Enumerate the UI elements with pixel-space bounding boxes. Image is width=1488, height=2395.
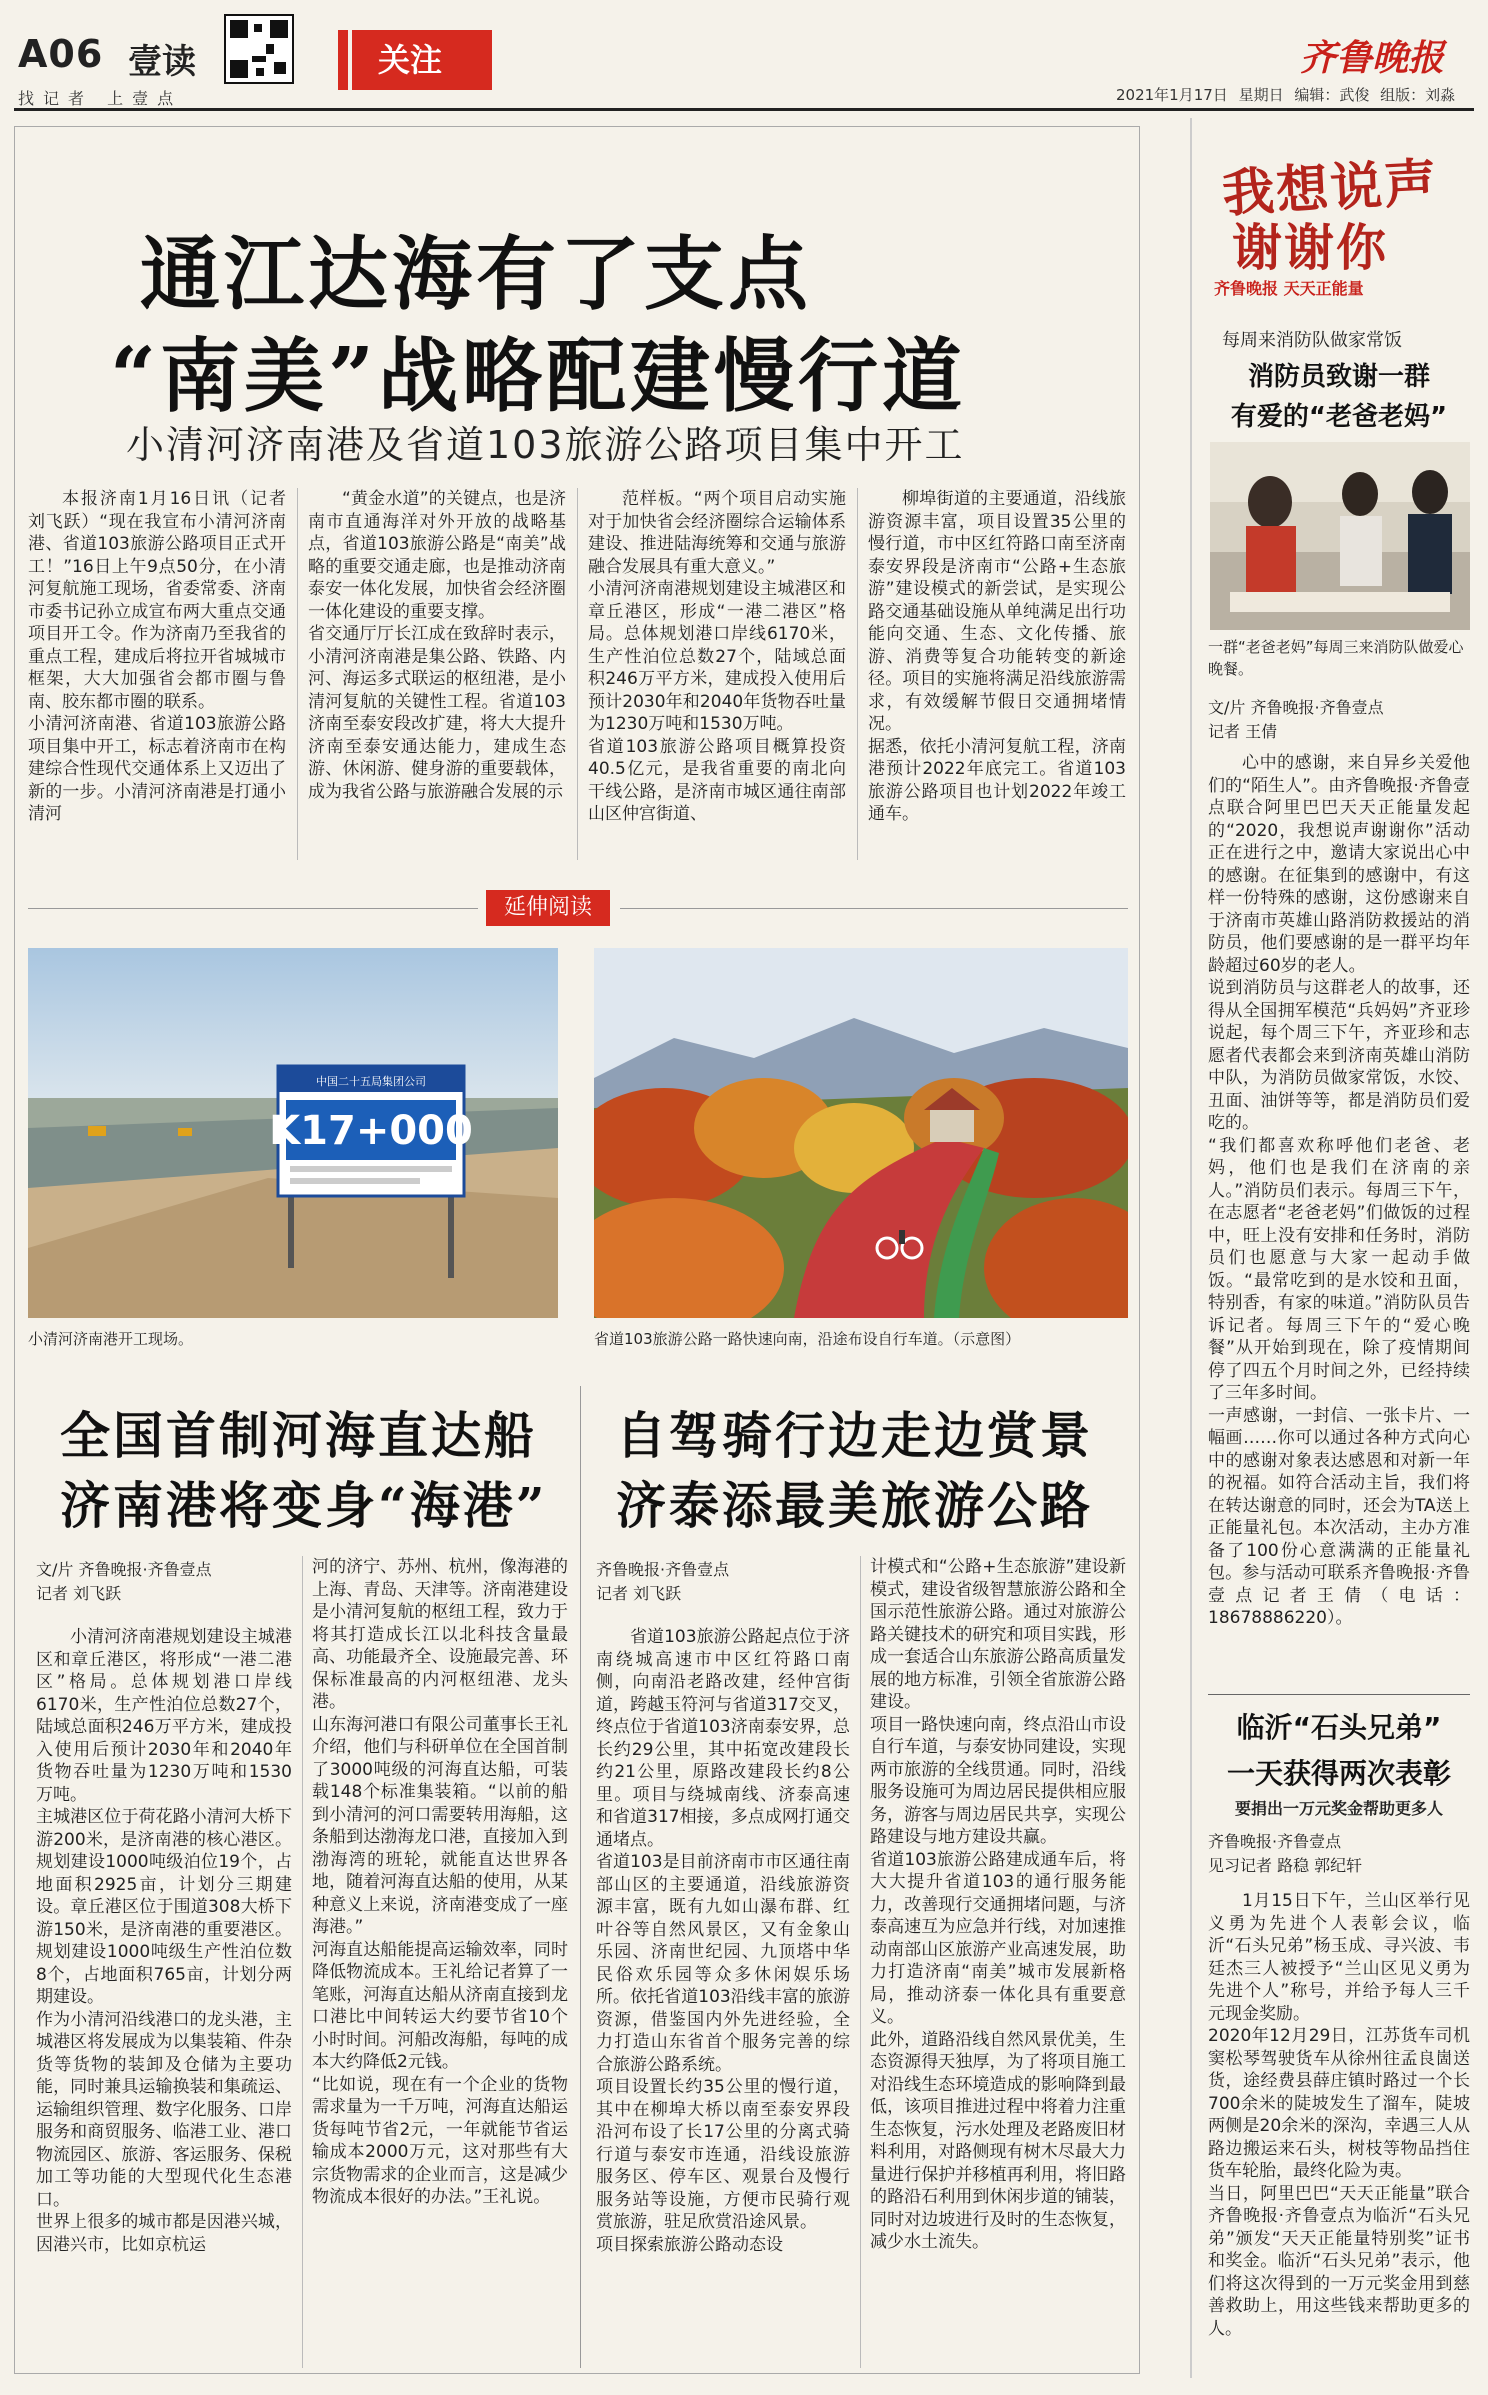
road-headline-1: 自驾骑行边走边赏景 bbox=[616, 1406, 1093, 1465]
volunteers-photo bbox=[1210, 442, 1470, 630]
lead-col-1: 本报济南1月16日讯（记者 刘飞跃）“现在我宣布小清河济南港、省道103旅游公路项目正式开工！”16日上午9点50分，在小清河复航施工现场，省委常委、济南市委书记孙立成宣布两大重点交通项目开工令。作为济南乃至我省的重点工程，建成后将拉开省城城市框架，大大加强省会都市圈与鲁南、胶东都市圈的联系。 小清河济南港、省道103旅游公路项目集中开工，标志着济南市在构建综合性现代交通体系上又迈出了新的一步。小清河济南港是打通小清河 bbox=[28, 489, 286, 824]
stone-byline bbox=[1208, 1830, 1362, 1878]
header-rule bbox=[14, 108, 1474, 111]
port-headline-1: 全国首制河海直达船 bbox=[60, 1406, 537, 1465]
stone-body: 1月15日下午，兰山区举行见义勇为先进个人表彰会议，临沂“石头兄弟”杨玉成、寻兴波、韦廷杰三人被授予“兰山区见义勇为先进个人”称号，并给予每人三千元现金奖励。 2020年12月29日，江苏货车司机窦松琴驾驶货车从徐州往孟良崮送货，途经费县薛庄镇时路过一个长700余米的陡坡发生了溜车，陡坡两侧是20余米的深沟，幸遇三人从路边搬运来石头，树枝等物品挡住货车轮胎，最终化险为夷。 当日，阿里巴巴“天天正能量”联合齐鲁晚报·齐鲁壹点为临沂“石头兄弟”颁发“天天正能量特别奖”证书和奖金。临沂“石头兄弟”表示，他们将这次得到的一万元奖金用到慈善救助上，用这些钱来帮助更多的人。 bbox=[1208, 1891, 1470, 2339]
campaign-brands: 齐鲁晚报 天天正能量 bbox=[1214, 279, 1364, 298]
stone-title-2: 一天获得两次表彰 bbox=[1226, 1757, 1451, 1790]
port-photo-caption: 小清河济南港开工现场。 bbox=[28, 1330, 194, 1348]
stone-byline-1: 齐鲁晚报·齐鲁壹点 bbox=[1208, 1832, 1342, 1851]
road-col-1: 省道103旅游公路起点位于济南绕城高速市中区红符路口南侧，向南沿老路改建，经仲宫街道，跨越玉符河与省道317交叉，终点位于省道103济南泰安界，总长约29公里，其中拓宽改建段长约21公里，原路改建段长约8公里。项目与绕城南线、济泰高速和省道317相接，多点成网打通交通堵点。 省道103是目前济南市市区通往南部山区的主要通道，沿线旅游资源丰富，既有九如山瀑布群、红叶谷等自然风景区，又有金象山乐园、济南世纪园、九顶塔中华民俗欢乐园等众多休闲娱乐场所。依托省道103沿线丰富的旅游资源，借鉴国内外先进经验，全力打造山东省首个服务完善的综合旅游公路系统。 项目设置长约35公里的慢行道，其中在柳埠大桥以南至泰安界段沿河布设了长17公里的分离式骑行道与泰安市连通，沿线设旅游服务区、停车区、观景台及慢行服务站等设施，方便市民骑行观赏旅游，驻足欣赏沿途风景。 项目探索旅游公路动态设 bbox=[596, 1627, 850, 2255]
page-number: A06 bbox=[18, 32, 104, 76]
lead-subtitle: 小清河济南港及省道103旅游公路项目集中开工 bbox=[126, 423, 965, 467]
campaign-banner-line2: 谢谢你 bbox=[1232, 218, 1388, 277]
focus-tag: 关注 bbox=[352, 30, 492, 90]
lead-headline-1: 通江达海有了支点 bbox=[140, 227, 812, 321]
thanks-title-2: 有爱的“老爸老妈” bbox=[1230, 402, 1448, 432]
road-byline-1: 齐鲁晚报·齐鲁壹点 bbox=[596, 1560, 730, 1579]
lead-col-4: 柳埠街道的主要通道，沿线旅游资源丰富，项目设置35公里的慢行道，市中区红符路口南至济南泰安界段是济南市“公路+生态旅游”建设模式的新尝试，是实现公路交通基础设施从单纯满足出行功能向交通、生态、文化传播、旅游、消费等复合功能转变的新途径。项目的实施将满足沿线旅游需求，有效缓解节假日交通拥堵情况。 据悉，依托小清河复航工程，济南港预计2022年底完工。省道103旅游公路项目也计划2022年竣工通车。 bbox=[868, 489, 1126, 824]
thanks-body: 心中的感谢，来自异乡关爱他们的“陌生人”。由齐鲁晚报·齐鲁壹点联合阿里巴巴天天正能量发起的“2020，我想说声谢谢你”活动正在进行之中，邀请大家说出心中的感谢。在征集到的感谢中，有这样一份特殊的感谢，这份感谢来自于济南市英雄山路消防救援站的消防员，他们要感谢的是一群平均年龄超过60岁的老人。 说到消防员与这群老人的故事，还得从全国拥军模范“兵妈妈”齐亚珍说起，每个周三下午，齐亚珍和志愿者代表都会来到济南英雄山消防中队，为消防员做家常饭，水饺、丑面、油饼等等，都是消防员们爱吃的。 “我们都喜欢称呼他们老爸、老妈，他们也是我们在济南的亲人。”消防员们表示。每周三下午，在志愿者“老爸老妈”们做饭的过程中，旺上没有安排和任务时，消防员们也愿意与大家一起动手做饭。“最常吃到的是水饺和丑面，特别香，有家的味道。”消防队员告诉记者。每周三下午的“爱心晚餐”从开始到现在，除了疫情期间停了四五个月时间之外，已经持续了三年多时间。 一声感谢，一封信、一张卡片、一幅画……你可以通过各种方式向心中的感谢对象表达感恩和对新一年的祝福。如符合活动主旨，我们将在转达谢意的同时，还会为TA送上正能量礼包。本次活动，主办方准备了100份心意满满的正能量礼包。参与活动可联系齐鲁晚报·齐鲁壹点记者王倩（电话：18678886220）。 bbox=[1208, 753, 1470, 1628]
road-byline bbox=[596, 1558, 729, 1606]
port-byline bbox=[36, 1558, 212, 1606]
scenic-road-photo bbox=[594, 948, 1128, 1318]
divider-right bbox=[620, 908, 1128, 909]
stone-title-1: 临沂“石头兄弟” bbox=[1236, 1711, 1442, 1744]
port-site-photo bbox=[28, 948, 558, 1318]
port-byline-2: 记者 刘飞跃 bbox=[36, 1584, 122, 1603]
thanks-byline bbox=[1208, 696, 1384, 744]
lead-col-2: “黄金水道”的关键点，也是济南市直通海洋对外开放的战略基点，省道103旅游公路是“南美”战略的重要交通走廊，也是推动济南泰安一体化发展，加快省会经济圈一体化建设的重要支撑。 省交通厅厅长江成在致辞时表示，小清河济南港是集公路、铁路、内河、海运多式联运的枢纽港，是小清河复航的关键性工程。省道103济南至泰安段改扩建，将大大提升济南至泰安通达能力，建成生态游、休闲游、健身游的重要载体，成为我省公路与旅游融合发展的示 bbox=[308, 489, 566, 802]
extended-reading-tag: 延伸阅读 bbox=[486, 890, 610, 926]
road-byline-2: 记者 刘飞跃 bbox=[596, 1584, 682, 1603]
stone-byline-2: 见习记者 路稳 郭纪轩 bbox=[1208, 1856, 1363, 1875]
section-name: 壹读 bbox=[128, 42, 196, 82]
port-col-1: 小清河济南港规划建设主城港区和章丘港区，将形成“一港二港区”格局。总体规划港口岸线6170米，生产性泊位总数27个，陆域总面积246万平方米，建成投入使用后预计2030年和2040年货物吞吐量为1230万吨和1530万吨。 主城港区位于荷花路小清河大桥下游200米，是济南港的核心港区。规划建设1000吨级泊位19个，占地面积2925亩，计划分三期建设。章丘港区位于围道308大桥下游150米，是济南港的重要港区。规划建设1000吨级生产性泊位数8个，占地面积765亩，计划分两期建设。 作为小清河沿线港口的龙头港，主城港区将发展成为以集装箱、件杂货等货物的装卸及仓储为主要功能，同时兼具运输换装和集疏运、运输组织管理、数字化服务、口岸服务和商贸服务、临港工业、港口物流园区、旅游、客运服务、保税加工等功能的大型现代化生态港口。 世界上很多的城市都是因港兴城，因港兴市，比如京杭运 bbox=[36, 1627, 292, 2255]
sign-km-text: K17+000 bbox=[269, 1108, 473, 1154]
brand-logo: 齐鲁晚报 bbox=[1300, 37, 1445, 79]
road-photo-caption: 省道103旅游公路一路快速向南，沿途布设自行车道。（示意图） bbox=[594, 1330, 1021, 1348]
road-headline-2: 济泰添最美旅游公路 bbox=[616, 1476, 1093, 1535]
column-divider bbox=[1190, 118, 1192, 2378]
port-headline-2: 济南港将变身“海港” bbox=[60, 1476, 548, 1535]
stone-subtitle: 要捐出一万元奖金帮助更多人 bbox=[1234, 1799, 1443, 1818]
volunteers-caption: 一群“老爸老妈”每周三来消防队做爱心晚餐。 bbox=[1208, 638, 1464, 678]
header-subline: 找记者 上壹点 bbox=[18, 89, 183, 108]
campaign-banner-line1: 我想说声 bbox=[1220, 152, 1440, 225]
divider-left bbox=[28, 908, 478, 909]
road-col-2: 计模式和“公路+生态旅游”建设新模式，建设省级智慧旅游公路和全国示范性旅游公路。通过对旅游公路关键技术的研究和项目实践，形成一套适合山东旅游公路高质量发展的地方标准，引领全省旅游公路建设。 项目一路快速向南，终点沿山市设自行车道，与泰安协同建设，实现两市旅游的全线贯通。同时，沿线服务设施可为周边居民提供相应服务，游客与周边居民共享，实现公路建设与地方建设共赢。 省道103旅游公路建成通车后，将大大提升省道103的通行服务能力，改善现行交通拥堵问题，与济泰高速互为应急并行线，对加速推动南部山区旅游产业高速发展，助力打造济南“南美”城市发展新格局，推动济泰一体化具有重要意义。 此外，道路沿线自然风景优美，生态资源得天独厚，为了将项目施工对沿线生态环境造成的影响降到最低，该项目推进过程中将着力注重生态恢复，污水处理及老路废旧材料利用，对路侧现有树木尽最大力量进行保护并移植再利用，将旧路的路沿石利用到休闲步道的铺装，同时对边坡进行及时的生态恢复，减少水土流失。 bbox=[870, 1557, 1126, 2252]
date-editor-line: 2021年1月17日 星期日 编辑：武俊 组版：刘淼 bbox=[1116, 86, 1456, 104]
thanks-byline-1: 文/片 齐鲁晚报·齐鲁壹点 bbox=[1208, 698, 1384, 717]
sidebar-divider bbox=[1208, 1694, 1470, 1695]
thanks-byline-2: 记者 王倩 bbox=[1208, 722, 1278, 741]
qr-code-icon[interactable] bbox=[224, 14, 294, 84]
thanks-title-1: 消防员致谢一群 bbox=[1247, 362, 1430, 392]
port-byline-1: 文/片 齐鲁晚报·齐鲁壹点 bbox=[36, 1560, 212, 1579]
lead-col-3: 范样板。“两个项目启动实施对于加快省会经济圈综合运输体系建设、推进陆海统筹和交通与旅游融合发展具有重大意义。” 小清河济南港规划建设主城港区和章丘港区，形成“一港二港区”格局。总体规划港口岸线6170米，生产性泊位总数27个，陆域总面积246万平方米，建成投入使用后预计2030年和2040年货物吞吐量为1230万吨和1530万吨。 省道103旅游公路项目概算投资40.5亿元，是我省重要的南北向干线公路，是济南市城区通往南部山区仲宫街道、 bbox=[588, 489, 846, 824]
thanks-kicker: 每周来消防队做家常饭 bbox=[1222, 330, 1402, 351]
lead-headline-2: “南美”战略配建慢行道 bbox=[110, 329, 967, 423]
sign-top-text: 中国二十五局集团公司 bbox=[316, 1075, 426, 1088]
port-col-2: 河的济宁、苏州、杭州，像海港的上海、青岛、天津等。济南港建设是小清河复航的枢纽工程，致力于将其打造成长江以北科技含量最高、功能最齐全、设施最完善、环保标准最高的内河枢纽港、龙头港。 山东海河港口有限公司董事长王礼介绍，他们与科研单位在全国首制了3000吨级的河海直达船，可装载148个标准集装箱。“以前的船到小清河的河口需要转用海船，这条船到达渤海龙口港，直接加入到渤海湾的班轮，就能直达世界各地，随着河海直达船的使用，从某种意义上来说，济南港变成了一座海港。” 河海直达船能提高运输效率，同时降低物流成本。王礼给记者算了一笔账，河海直达船从济南直接到龙口港比中间转运大约要节省10个小时时间。河船改海船，每吨的成本大约降低2元钱。 “比如说，现在有一个企业的货物需求量为一千万吨，河海直达船运货每吨节省2元，一年就能节省运输成本2000万元，这对那些有大宗货物需求的企业而言，这是减少物流成本很好的办法。”王礼说。 bbox=[312, 1557, 568, 2207]
